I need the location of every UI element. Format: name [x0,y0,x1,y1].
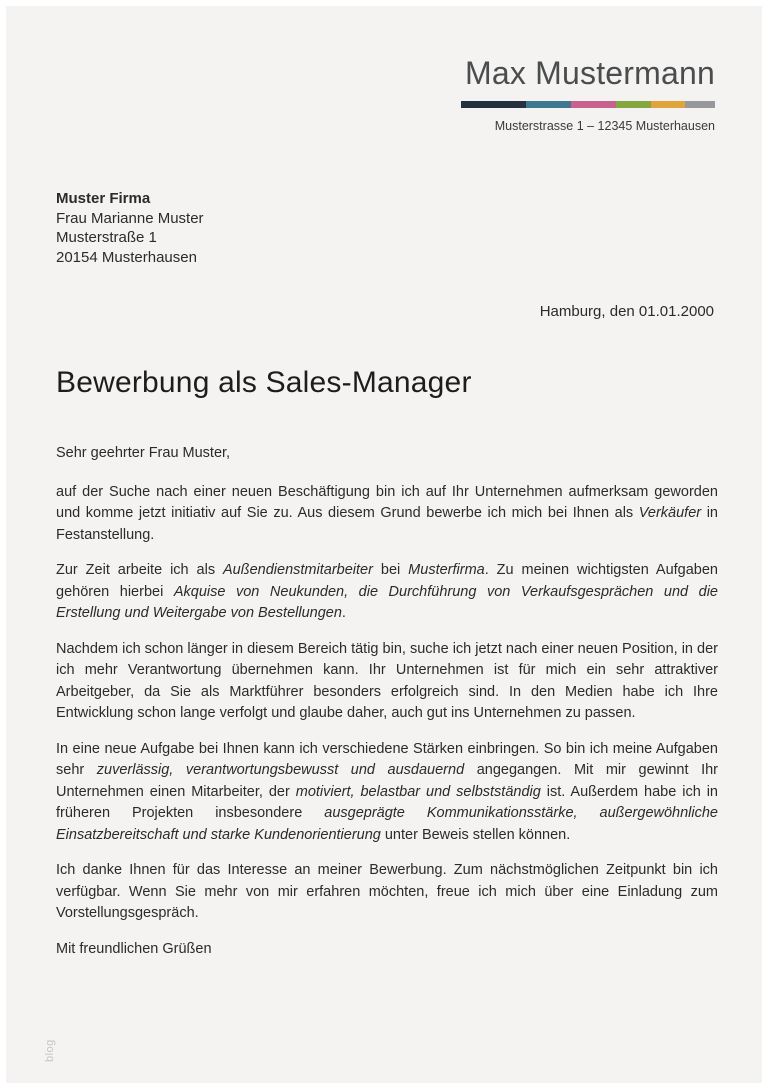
body-text: Zur Zeit arbeite ich als [56,562,224,578]
body-text: . [341,605,346,621]
closing: Mit freundlichen Grüßen [56,940,212,957]
date-line: Hamburg, den 01.01.2000 [539,303,714,320]
emphasized-text: Akquise von Neukunden, die Durchführung von Verkaufsgesprächen und die Erstellung und Weitergabe von Bestellungen [56,583,718,621]
body-text: . Zu meinen wichtigsten Aufgaben gehören hierbei [56,562,718,600]
body-text: ist. Außerdem habe ich in früheren Projekten insbesondere [56,783,718,821]
paragraph-3 [56,639,718,725]
emphasized-text: Verkäufer [638,505,702,521]
sender-header [461,55,715,133]
emphasized-text: zuverlässig, verantwortungsbewusst und ausdauernd [96,762,465,778]
color-bar-segment [651,101,685,108]
paragraph-4 [56,739,718,847]
recipient-company: Muster Firma [56,190,151,207]
letter-sheet [6,6,762,1083]
watermark-text: blog [44,1039,56,1062]
letter-subject: Bewerbung als Sales-Manager [56,366,472,399]
emphasized-text: Musterfirma [408,562,485,578]
salutation: Sehr geehrter Frau Muster, [56,445,231,461]
body-text: unter Beweis stellen können. [380,826,571,843]
emphasized-text: motiviert, belastbar und selbstständig [295,783,541,800]
color-bar-segment [461,101,526,108]
sender-name: Max Mustermann [465,55,715,91]
color-bar-segment [571,101,616,108]
paragraph-1 [56,482,718,547]
recipient-contact: Frau Marianne Muster [56,209,204,227]
emphasized-text: ausgeprägte Kommunikationsstärke, außergewöhnliche Einsatzbereitschaft und starke Kundenorientierung [56,805,719,843]
header-color-bar [461,101,715,108]
body-text: bei [372,562,409,578]
body-text: In eine neue Aufgabe bei Ihnen kann ich verschiedene Stärken einbringen. So bin ich meine Aufgaben sehr [56,740,718,778]
letter-body [56,443,718,960]
color-bar-segment [526,101,571,108]
recipient-street: Musterstraße 1 [56,229,157,246]
emphasized-text: Außendienstmitarbeiter [223,562,373,578]
body-text: Nachdem ich schon länger in diesem Bereich tätig bin, suche ich jetzt nach einer neuen Position, in der ich mehr Verantwortung übernehmen kann. Ihr Unternehmen ist für mich ein sehr attraktiver Arbeitgeber, da Sie als Marktführer besonders erfolgreich sind. In den Medien habe ich Ihre Entwicklung schon lange verfolgt und glaube daher, auch gut ins Unternehmen zu passen. [56,640,718,721]
color-bar-segment [685,101,715,108]
body-text: angegangen. Mit mir gewinnt Ihr Unternehmen einen Mitarbeiter, der [56,762,719,800]
body-text: in Festanstellung. [56,505,718,543]
body-text: auf der Suche nach einer neuen Beschäftigung bin ich auf Ihr Unternehmen aufmerksam geworden und komme jetzt initiativ auf Sie zu. Aus diesem Grund bewerbe ich mich bei Ihnen als [56,483,718,521]
recipient-city: 20154 Musterhausen [56,248,197,266]
sender-address: Musterstrasse 1 – 12345 Musterhausen [494,119,715,133]
color-bar-segment [616,101,650,108]
paragraph-2 [56,560,718,625]
paragraph-5 [56,860,718,925]
recipient-block [56,189,204,267]
body-text: Ich danke Ihnen für das Interesse an meiner Bewerbung. Zum nächstmöglichen Zeitpunkt bin ich verfügbar. Wenn Sie mehr von mir erfahren möchten, freue ich mich über eine Einladung zum Vorstellungsgespräch. [56,862,718,921]
